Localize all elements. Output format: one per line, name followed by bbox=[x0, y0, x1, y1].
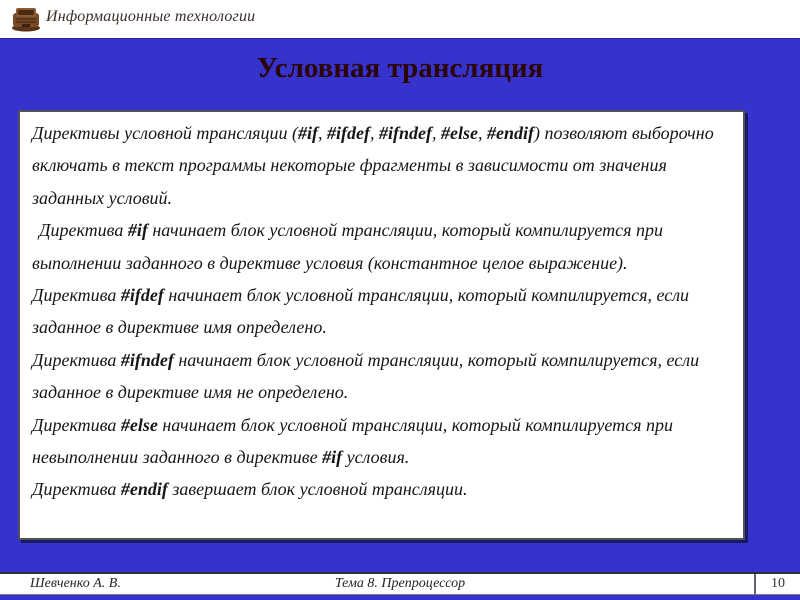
text-segment: начинает блок условной трансляции, который компилируется, если заданное в директиве имя не определено. bbox=[32, 349, 700, 403]
directive-token: #else bbox=[441, 123, 479, 143]
text-segment: начинает блок условной трансляции, который компилируется, если заданное в директиве имя определено. bbox=[32, 285, 690, 338]
header-band bbox=[0, 0, 800, 39]
paragraph bbox=[32, 473, 731, 505]
text-segment: ) позволяют выборочно включать в текст программы некоторые фрагменты в зависимости от значения заданных условий. bbox=[32, 123, 714, 208]
directive-token: #if bbox=[127, 220, 148, 241]
text-segment: Директива bbox=[32, 349, 121, 370]
text-segment: Директива bbox=[32, 285, 121, 306]
paragraph bbox=[32, 279, 731, 344]
slide-title: Условная трансляция bbox=[256, 52, 544, 84]
text-segment: , bbox=[432, 123, 442, 143]
text-segment: , bbox=[370, 123, 380, 143]
content-box bbox=[18, 110, 745, 540]
books-clipart-icon bbox=[10, 4, 42, 32]
text-segment: Директива bbox=[39, 220, 128, 241]
page-number: 10 bbox=[754, 574, 800, 594]
text-segment: Директива bbox=[32, 414, 121, 435]
text-segment: начинает блок условной трансляции, который компилируется при невыполнении заданного в директиве bbox=[32, 414, 673, 468]
directive-token: #else bbox=[120, 414, 158, 435]
course-title: Информационные технологии bbox=[46, 8, 256, 25]
directive-token: #endif bbox=[120, 479, 168, 500]
text-segment: Директивы условной трансляции ( bbox=[32, 123, 299, 143]
footer-band bbox=[0, 572, 800, 595]
footer-author: Шевченко А. В. bbox=[30, 576, 121, 591]
text-segment: , bbox=[318, 123, 328, 143]
directive-token: #ifdef bbox=[120, 285, 164, 306]
directive-token: #ifndef bbox=[120, 349, 174, 370]
paragraph bbox=[32, 409, 731, 474]
directive-token: #if bbox=[298, 123, 319, 143]
directive-token: #endif bbox=[487, 123, 535, 143]
text-segment: начинает блок условной трансляции, который компилируется при выполнении заданного в директиве условия (константное целое выражение). bbox=[32, 220, 663, 273]
text-segment: , bbox=[478, 123, 488, 143]
text-segment: условия. bbox=[342, 447, 410, 468]
directive-token: #ifdef bbox=[327, 123, 371, 143]
directive-token: #if bbox=[322, 447, 343, 468]
paragraph bbox=[32, 214, 731, 279]
paragraph bbox=[32, 344, 731, 409]
directive-token: #ifndef bbox=[379, 123, 433, 143]
text-segment: Директива bbox=[32, 479, 121, 500]
footer-topic: Тема 8. Препроцессор bbox=[334, 576, 466, 591]
text-segment: завершает блок условной трансляции. bbox=[167, 479, 468, 500]
paragraph bbox=[32, 117, 731, 214]
